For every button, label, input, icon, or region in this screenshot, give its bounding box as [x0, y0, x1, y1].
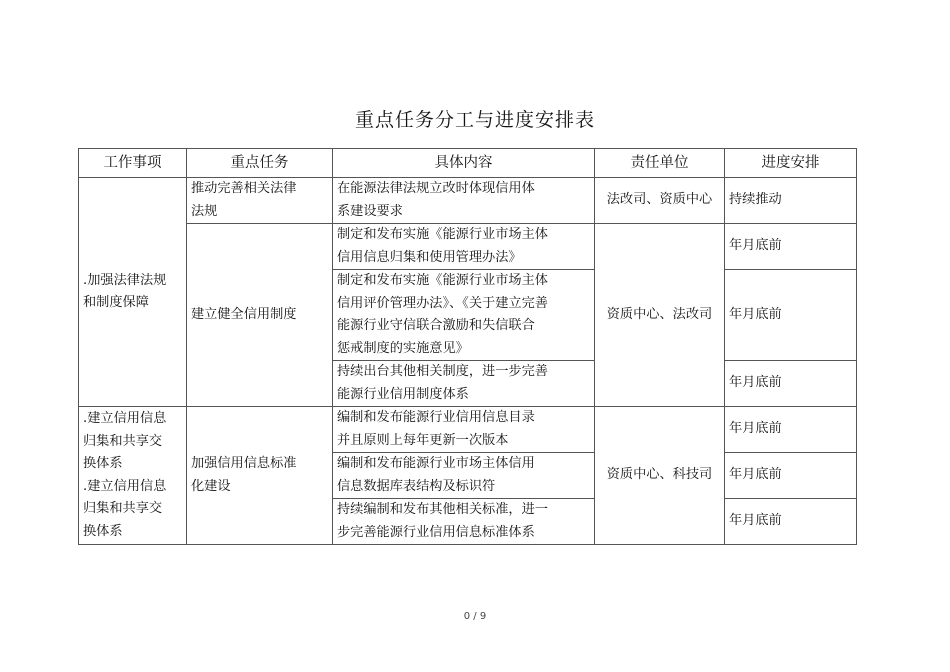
header-unit: 责任单位 [595, 149, 725, 178]
schedule-cell: 年月底前 [725, 224, 857, 270]
header-key-task: 重点任务 [187, 149, 333, 178]
schedule-cell: 年月底前 [725, 499, 857, 545]
schedule-cell: 年月底前 [725, 270, 857, 361]
schedule-cell: 年月底前 [725, 361, 857, 407]
schedule-cell: 持续推动 [725, 178, 857, 224]
schedule-cell: 年月底前 [725, 407, 857, 453]
content-cell: 在能源法律法规立改时体现信用体 系建设要求 [333, 178, 595, 224]
work-item-cell: .加强法律法规 和制度保障 [79, 178, 187, 407]
header-content: 具体内容 [333, 149, 595, 178]
header-row [79, 149, 857, 178]
header-schedule: 进度安排 [725, 149, 857, 178]
content-cell: 制定和发布实施《能源行业市场主体 信用评价管理办法》、《关于建立完善 能源行业守信联合激励和失信联合 惩戒制度的实施意见》 [333, 270, 595, 361]
content-cell: 编制和发布能源行业信用信息目录 并且原则上每年更新一次版本 [333, 407, 595, 453]
header-work-item: 工作事项 [79, 149, 187, 178]
unit-cell: 法改司、资质中心 [595, 178, 725, 224]
key-task-cell: 推动完善相关法律 法规 [187, 178, 333, 224]
task-table [78, 148, 857, 545]
table-row [79, 407, 857, 453]
key-task-cell: 加强信用信息标准 化建设 [187, 407, 333, 545]
unit-cell: 资质中心、法改司 [595, 224, 725, 407]
table-row [79, 224, 857, 270]
page-number: 0 / 9 [463, 611, 487, 622]
schedule-cell: 年月底前 [725, 453, 857, 499]
page-title: 重点任务分工与进度安排表 [354, 109, 595, 131]
unit-cell: 资质中心、科技司 [595, 407, 725, 545]
work-item-cell: .建立信用信息 归集和共享交 换体系 .建立信用信息 归集和共享交 换体系 [79, 407, 187, 545]
content-cell: 制定和发布实施《能源行业市场主体 信用信息归集和使用管理办法》 [333, 224, 595, 270]
table-row [79, 178, 857, 224]
key-task-cell: 建立健全信用制度 [187, 224, 333, 407]
content-cell: 编制和发布能源行业市场主体信用 信息数据库表结构及标识符 [333, 453, 595, 499]
content-cell: 持续出台其他相关制度，进一步完善 能源行业信用制度体系 [333, 361, 595, 407]
content-cell: 持续编制和发布其他相关标准，进一 步完善能源行业信用信息标准体系 [333, 499, 595, 545]
